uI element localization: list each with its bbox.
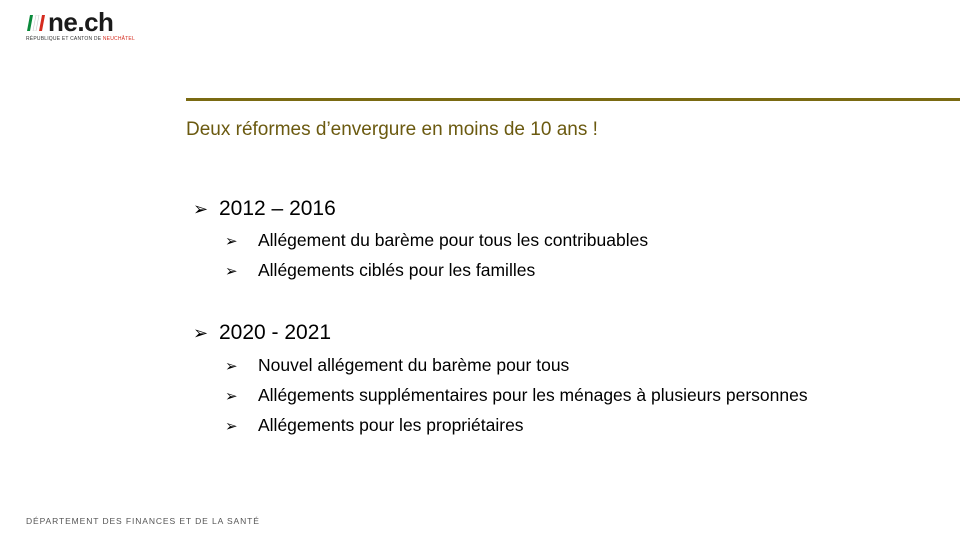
arrow-bullet-icon: ➢ [225,357,238,375]
section-heading-text: 2012 – 2016 [219,197,336,220]
logo-subtitle [26,36,135,42]
arrow-bullet-icon: ➢ [193,323,209,344]
logo-name: ne.ch [48,7,114,37]
list-item-text: Allégements pour les propriétaires [258,415,524,435]
list-item [225,259,535,282]
list-item [225,229,648,252]
section-heading [193,196,336,223]
slide-title: Deux réformes d’envergure en moins de 10 ans ! [186,119,598,140]
list-item-text: Allégements ciblés pour les familles [258,260,536,280]
list-item-text: Allégement du barème pour tous les contribuables [258,230,649,250]
list-item-text: Nouvel allégement du barème pour tous [258,355,570,375]
arrow-bullet-icon: ➢ [225,417,238,435]
footer-department: DÉPARTEMENT DES FINANCES ET DE LA SANTÉ [26,516,260,526]
canton-logo [26,8,146,44]
title-rule [186,98,960,101]
section-heading-text: 2020 - 2021 [219,321,332,344]
logo-subtitle-highlight: NEUCHÂTEL [102,36,135,42]
arrow-bullet-icon: ➢ [225,262,238,280]
canton-flag-icon [26,15,48,31]
logo-subtitle-prefix: RÉPUBLIQUE ET CANTON DE [26,36,103,42]
list-item [225,384,808,407]
section-heading [193,320,331,347]
arrow-bullet-icon: ➢ [225,232,238,250]
arrow-bullet-icon: ➢ [225,387,238,405]
list-item [225,354,569,377]
list-item [225,414,524,437]
list-item-text: Allégements supplémentaires pour les ménages à plusieurs personnes [258,385,808,405]
arrow-bullet-icon: ➢ [193,199,209,220]
